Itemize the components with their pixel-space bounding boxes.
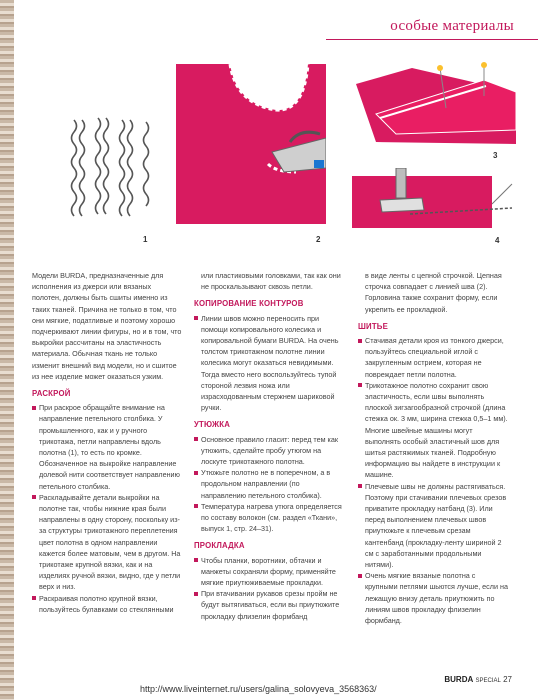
header-rule — [326, 39, 538, 40]
figure-number: 2 — [316, 235, 321, 244]
figure-number: 3 — [493, 151, 498, 160]
heading-ironing: УТЮЖКА — [194, 420, 231, 430]
text-column-3 — [358, 270, 508, 626]
bullet-item: При раскрое обращайте внимание на направление петельного столбика. У промышленного, как и у ручного трикотажа, петли направлены вдоль полотна (1), то есть по кромке. Обозначенное на выкройке направление долевой нити соответствует направлению петельного столбика. — [32, 402, 182, 492]
heading-interfacing: ПРОКЛАДКА — [194, 541, 245, 551]
knit-texture-edge — [0, 0, 14, 700]
pin-icon — [437, 65, 443, 71]
heading-cutting: РАСКРОЙ — [32, 389, 71, 399]
bullet-item: Раскладывайте детали выкройки на полотне так, чтобы нижние края были направлены в одну сторону, поскольку из-за структуры трикотажного переплетения цвет полотна в одном направлении кажется более матовым, чем в другом. На трикотаже крупной вязки, как и на изделиях ручной вязки, видно, где у петли верх и низ. — [32, 492, 182, 593]
bullet-item: Температура нагрева утюга определяется по составу волокон (см. раздел «Ткани», выпуск 1, стр. 24–31). — [194, 501, 344, 535]
intro-paragraph: Модели BURDA, предназначенные для исполнения из джерси или вязаных полотен, должны быть сшиты именно из таких тканей. Причина не только в том, что они мягкие, податливые и поэтому хорошо подчеркивают линии фигуры, но и в том, что выкройки рассчитаны на эластичность материала. Обычная ткань не только изменит внешний вид модели, но и сшитое из нее изделие может оказаться узким. — [32, 271, 182, 381]
continued-paragraph: или пластиковыми головками, так как они не проскальзывают сквозь петли. — [201, 271, 341, 292]
bullet-item: Трикотажное полотно сохранит свою эластичность, если швы выполнять плоской зигзагообразной строчкой (длина стежка ок. 3 мм, ширина стежка 0,5–1 мм). Многие швейные машины могут выполнять особый эластичный шов для шитья растяжимых тканей. Подробную информацию вы найдете в инструкции к машине. — [358, 380, 508, 481]
bullet-item: При втачивании рукавов срезы пройм не будут вытягиваться, если вы приутюжите прокладку флизелин формбанд — [194, 588, 344, 622]
bullet-item: Раскраивая полотно крупной вязки, пользуйтесь булавками со стеклянными — [32, 593, 182, 615]
heading-sewing: ШИТЬЕ — [358, 321, 389, 331]
bullet-item: Плечевые швы не должны растягиваться. Поэтому при стачивании плечевых срезов приватите прокладку натбанд (3). Или перед выполнением плечевых швов приутюжьте к плечевым срезам кантенбанд (прокладку-ленту шириной 2 см с заработанными продольными нитями). — [358, 481, 508, 571]
text-column-1 — [32, 270, 182, 615]
text-column-2 — [194, 270, 344, 622]
sewing-machine-illustration — [352, 168, 518, 232]
bullet-item: Основное правило гласит: перед тем как утюжить, сделайте пробу утюгом на лоскуте трикотажного полотна. — [194, 434, 344, 468]
bullet-item: Стачивая детали кроя из тонкого джерси, пользуйтесь специальной иглой с закругленным острием, которая не повреждает петли полотна. — [358, 335, 508, 380]
figure-number: 4 — [495, 236, 500, 245]
bullet-item: Линии швов можно переносить при помощи копировального колесика и копировальной бумаги BURDA. На очень толстом трикотажном полотне линии колесика могут оказаться невидимыми. Тогда вместо него воспользуйтесь тупой стороной лезвия ножа или израсходованным стержнем шариковой ручки. — [194, 313, 344, 414]
shoulder-seam-illustration — [356, 62, 516, 154]
source-url: http://www.liveinternet.ru/users/galina_solovyeva_3568363/ — [140, 684, 377, 694]
brand-name: BURDA — [444, 675, 474, 684]
page-number: 27 — [503, 675, 512, 684]
garment-ironing-illustration — [176, 64, 326, 236]
pin-icon — [481, 62, 487, 68]
bullet-item: Чтобы планки, воротники, обтачки и манжеты сохраняли форму, применяйте мягкие приутюживаемые прокладки. — [194, 555, 344, 589]
bullet-item: Очень мягкие вязаные полотна с крупными петлями шьются лучше, если на лежащую внизу деталь приутюжить по линиям швов прокладку флизелин формбанд. — [358, 570, 508, 626]
figure-number: 1 — [143, 235, 148, 244]
section-title: особые материалы — [390, 18, 514, 34]
page-footer — [444, 675, 512, 684]
continued-paragraph: в виде ленты с цепной строчкой. Цепная строчка совпадает с линией шва (2). Горловина также сохранит форму, если укрепить ее прокладкой. — [365, 271, 502, 314]
heading-copying: КОПИРОВАНИЕ КОНТУРОВ — [194, 299, 304, 309]
bullet-item: Утюжьте полотно не в поперечном, а в продольном направлении (по направлению петельного столбика). — [194, 467, 344, 501]
brand-special: SPECIAL — [475, 678, 501, 684]
knit-loops-illustration — [60, 112, 160, 232]
